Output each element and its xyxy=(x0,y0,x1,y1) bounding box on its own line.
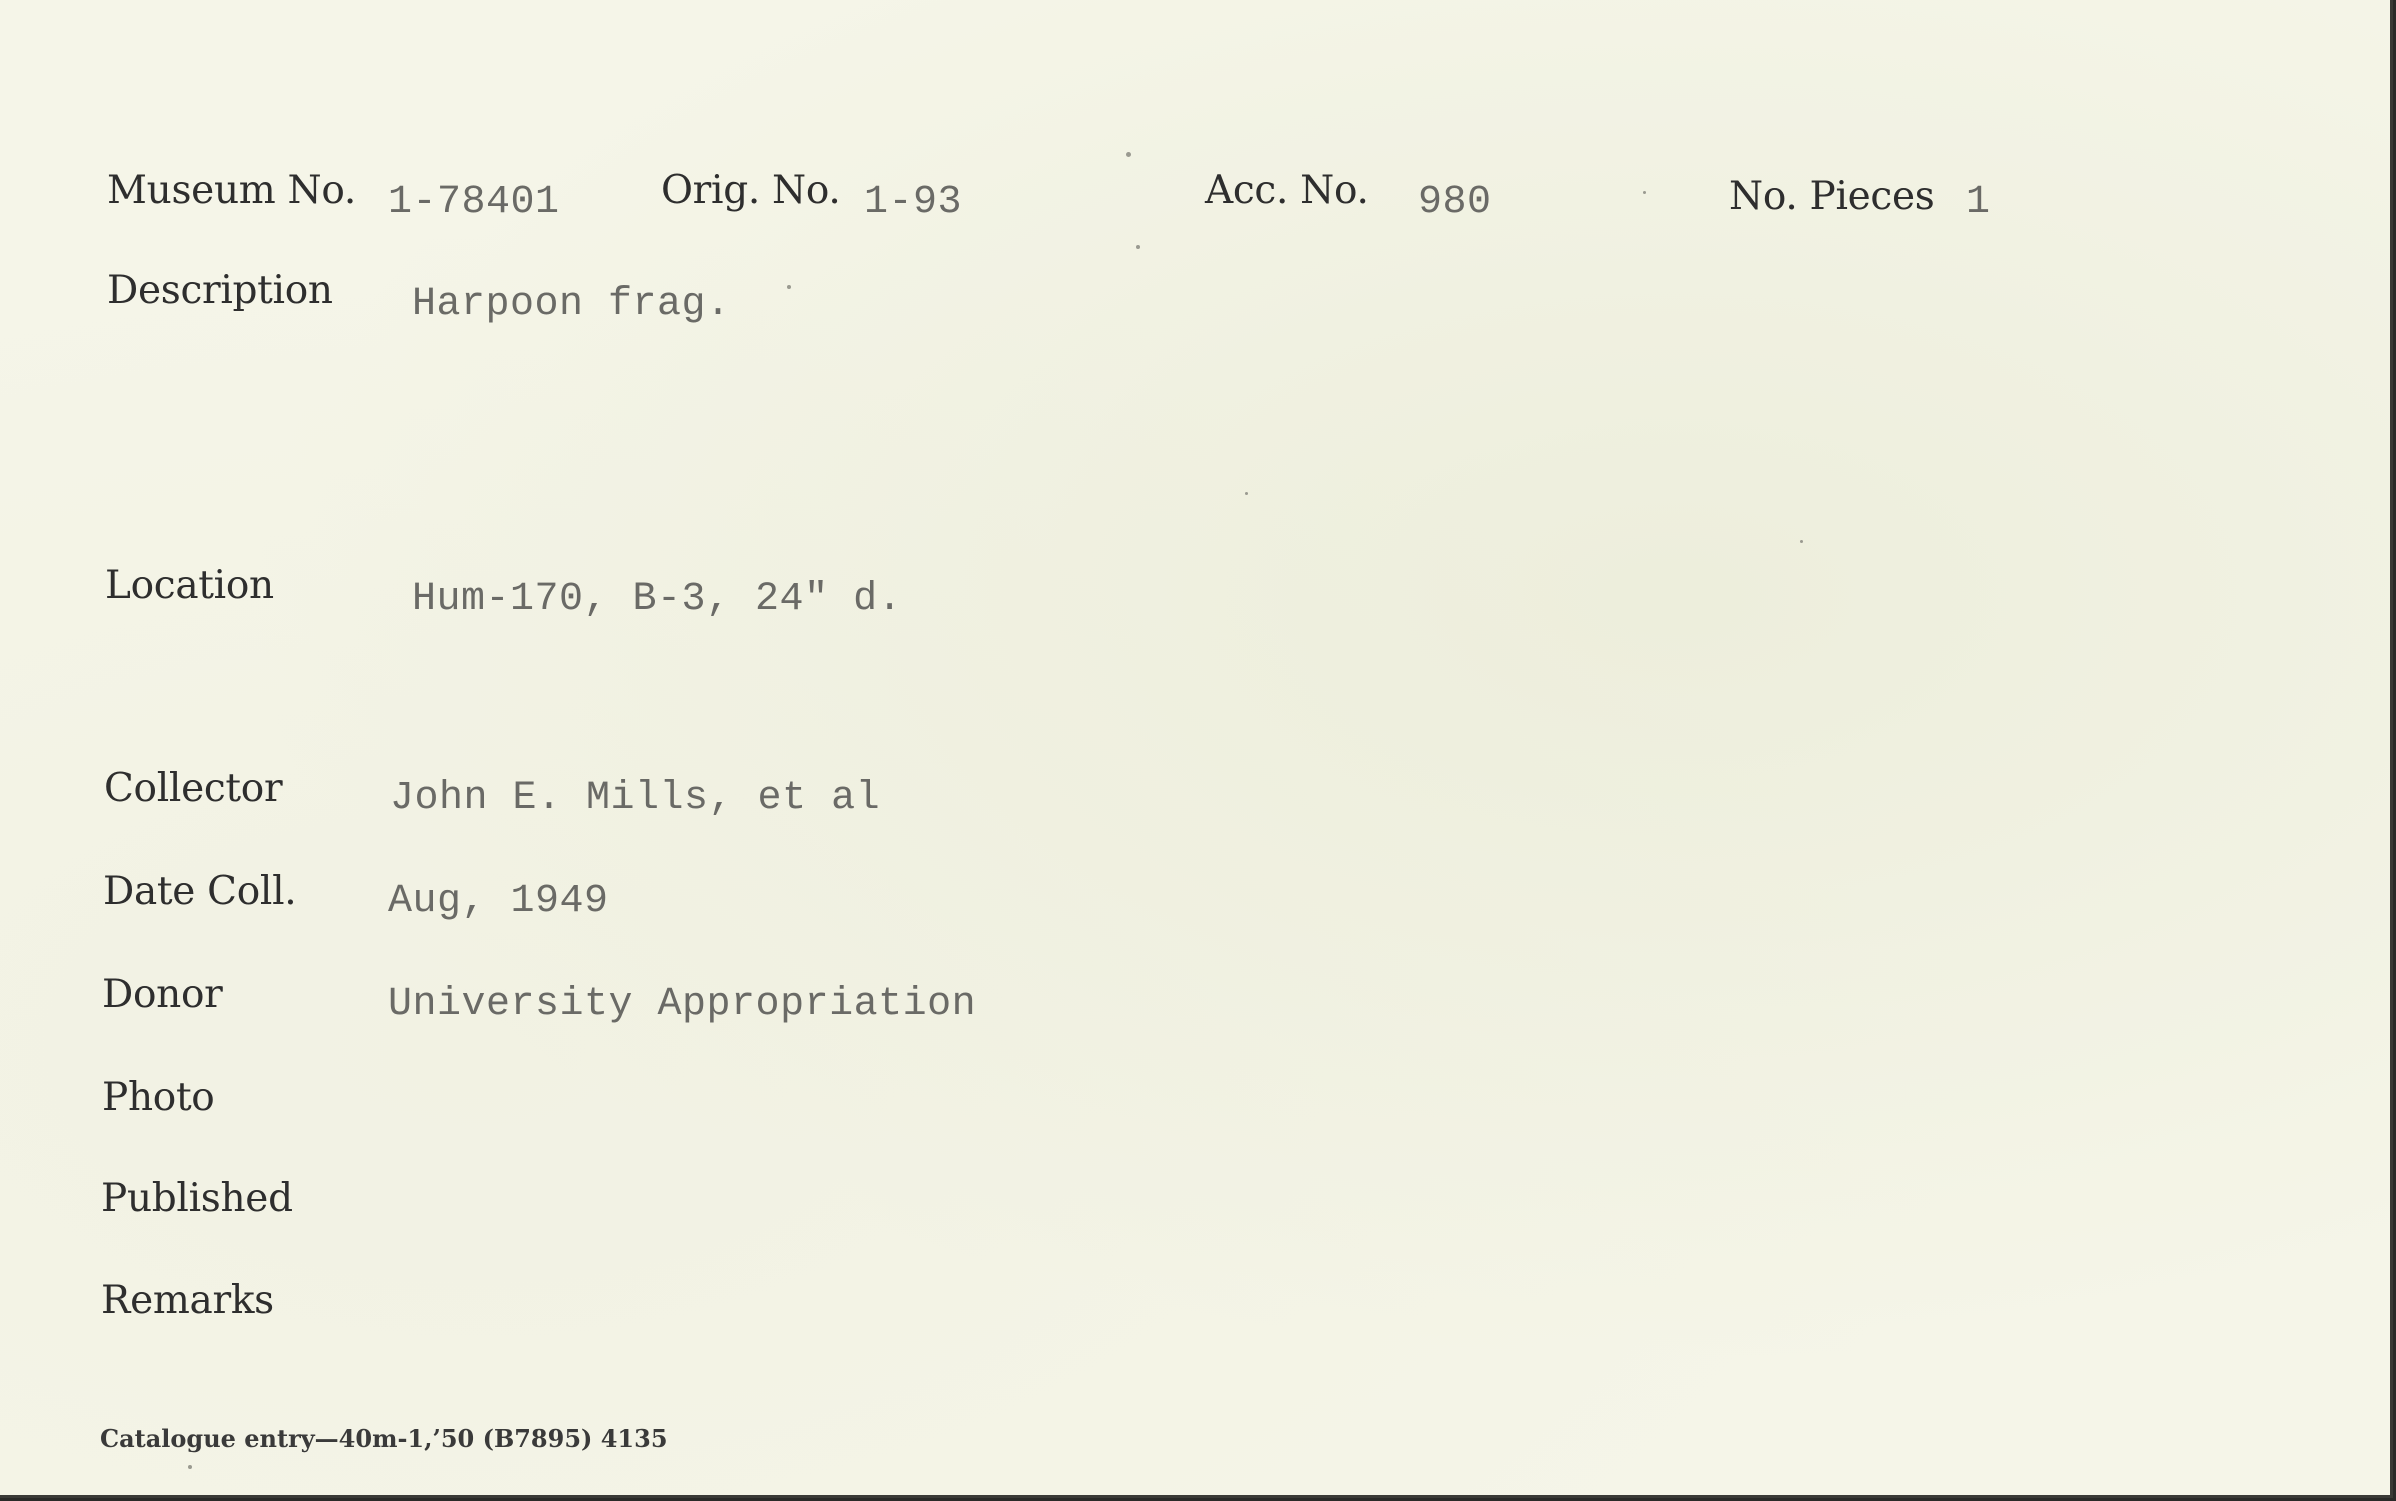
collector-label: Collector xyxy=(104,766,283,811)
description-value: Harpoon frag. xyxy=(412,282,731,327)
paper-speck xyxy=(1643,191,1646,194)
museum-no-label: Museum No. xyxy=(107,168,356,213)
museum-no-value: 1-78401 xyxy=(388,180,560,225)
donor-label: Donor xyxy=(102,972,223,1017)
catalogue-footer: Catalogue entry—40m-1,’50 (B7895) 4135 xyxy=(100,1424,668,1453)
photo-label: Photo xyxy=(102,1075,215,1120)
description-label: Description xyxy=(107,268,333,313)
acc-no-label: Acc. No. xyxy=(1205,168,1369,213)
paper-speck xyxy=(188,1465,192,1469)
location-label: Location xyxy=(105,563,274,608)
acc-no-value: 980 xyxy=(1418,180,1492,225)
collector-value: John E. Mills, et al xyxy=(390,776,881,821)
paper-speck xyxy=(1136,245,1140,249)
donor-value: University Appropriation xyxy=(388,982,977,1027)
date-coll-label: Date Coll. xyxy=(103,869,297,914)
paper-speck xyxy=(787,285,791,289)
published-label: Published xyxy=(101,1176,293,1221)
no-pieces-label: No. Pieces xyxy=(1729,174,1935,219)
location-value: Hum-170, B-3, 24" d. xyxy=(412,577,903,622)
paper-speck xyxy=(1126,152,1131,157)
paper-speck xyxy=(1245,492,1248,495)
no-pieces-value: 1 xyxy=(1966,180,1991,225)
paper-speck xyxy=(1800,540,1803,543)
remarks-label: Remarks xyxy=(101,1278,274,1323)
date-coll-value: Aug, 1949 xyxy=(388,879,609,924)
orig-no-label: Orig. No. xyxy=(661,168,841,213)
orig-no-value: 1-93 xyxy=(864,180,963,225)
